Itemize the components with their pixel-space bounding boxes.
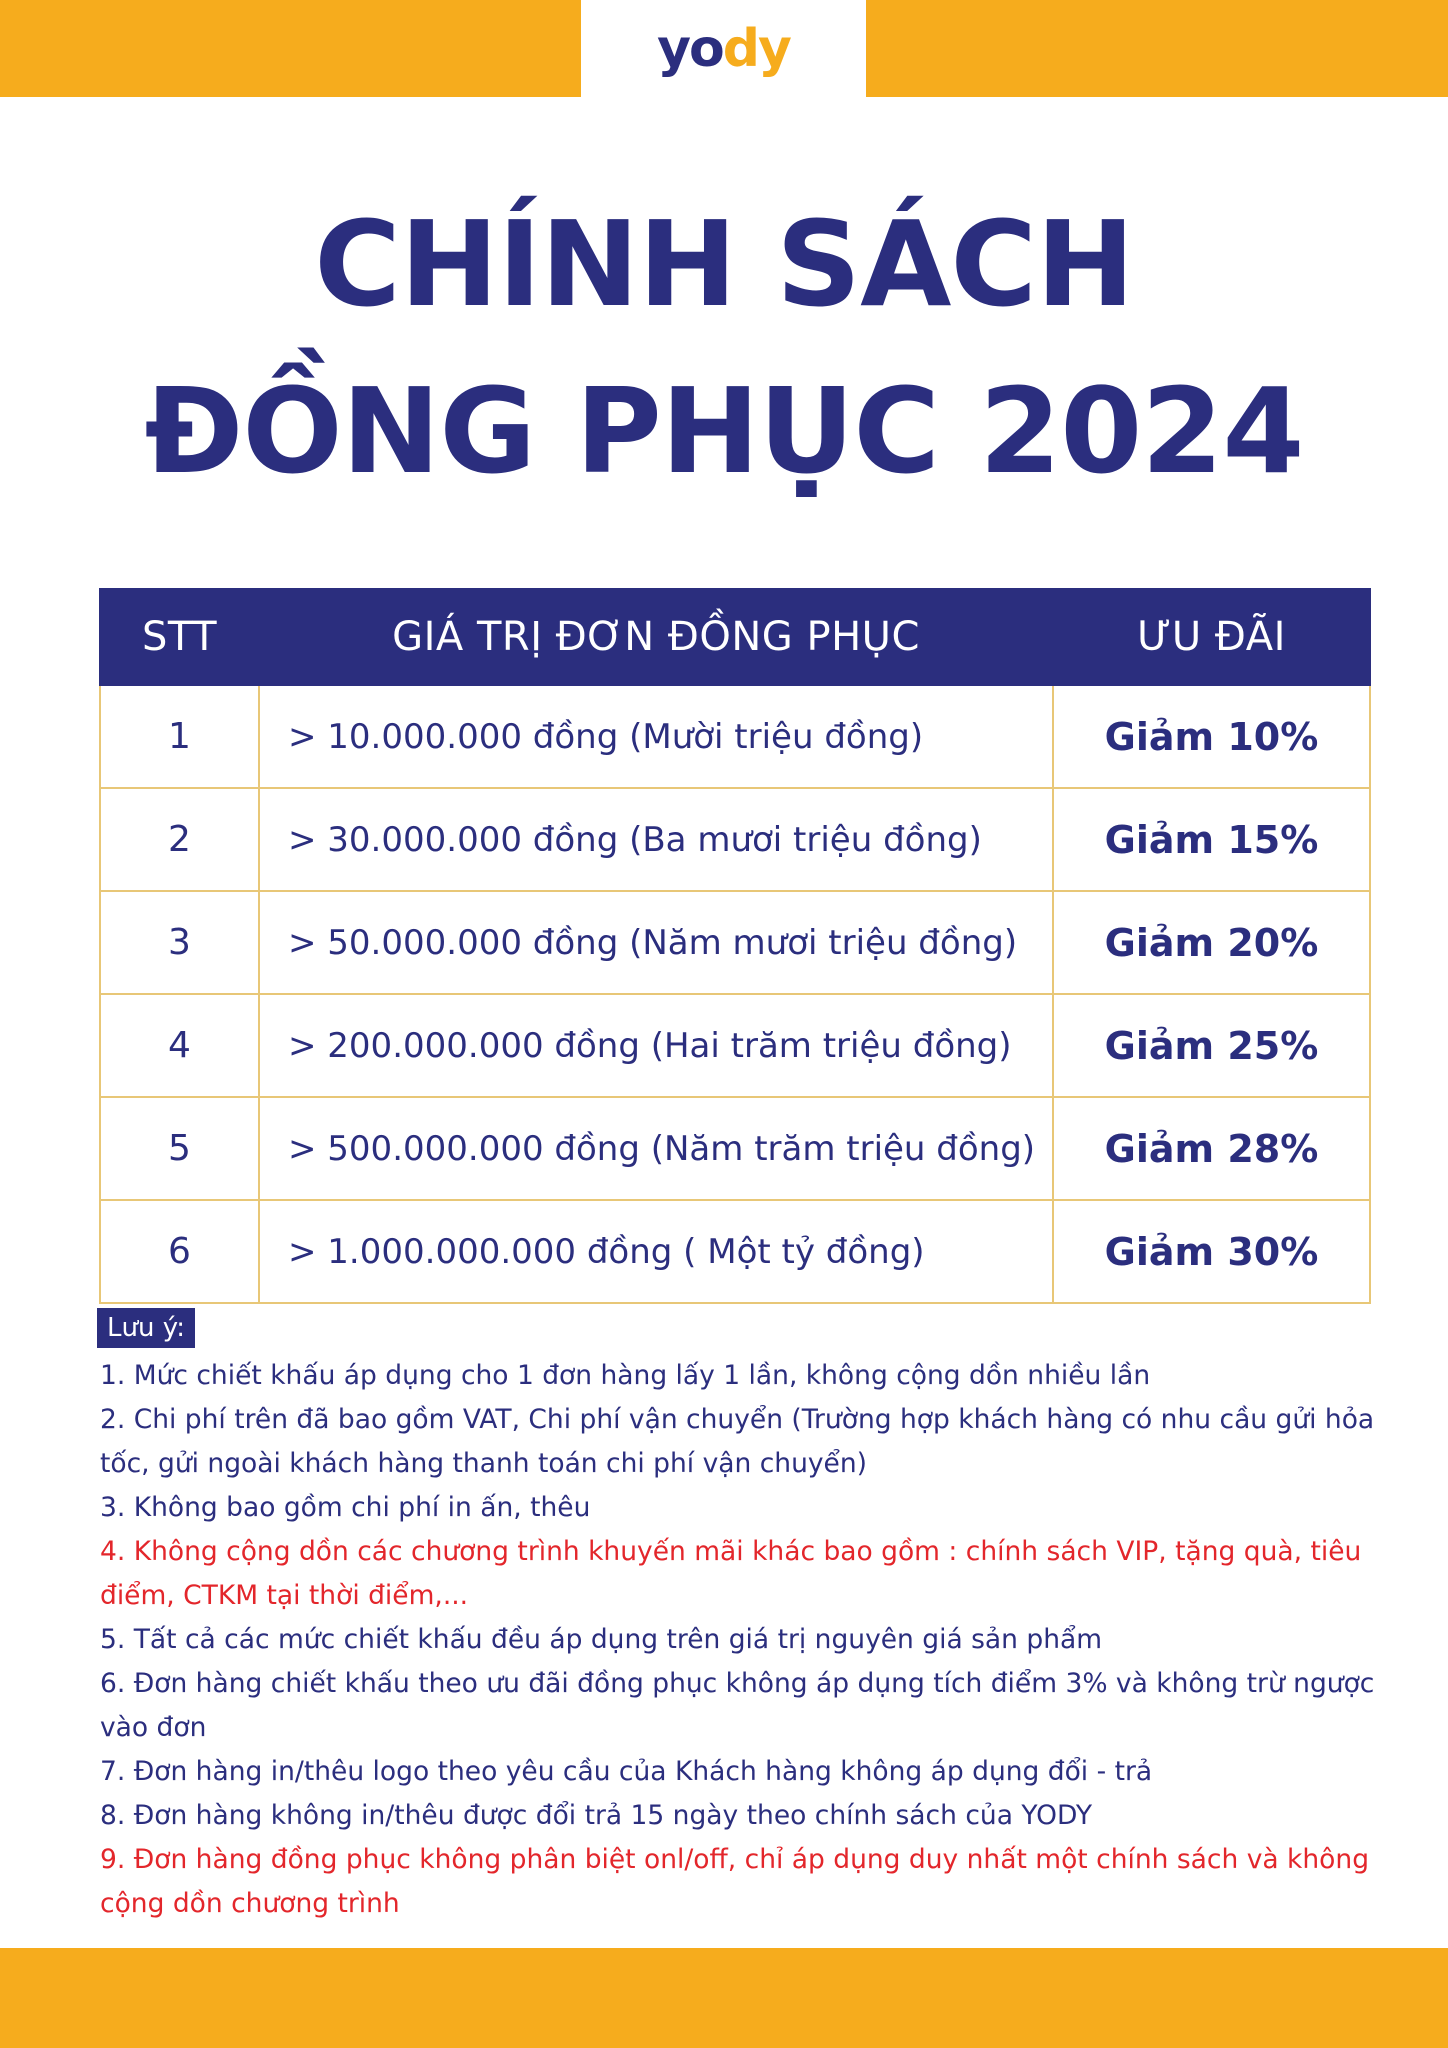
row-discount: Giảm 10% bbox=[1053, 685, 1370, 788]
top-banner-left bbox=[0, 0, 581, 97]
table-row bbox=[100, 788, 1370, 891]
note-item: 8. Đơn hàng không in/thêu được đổi trả 15 ngày theo chính sách của YODY bbox=[100, 1800, 1093, 1831]
row-order-value: > 30.000.000 đồng (Ba mươi triệu đồng) bbox=[259, 788, 1053, 891]
row-stt: 4 bbox=[100, 994, 259, 1097]
note-item: 5. Tất cả các mức chiết khấu đều áp dụng trên giá trị nguyên giá sản phẩm bbox=[100, 1624, 1103, 1655]
logo-part-2: dy bbox=[722, 18, 790, 79]
table-row bbox=[100, 685, 1370, 788]
note-item: 2. Chi phí trên đã bao gồm VAT, Chi phí vận chuyển (Trường hợp khách hàng có nhu cầu gửi hỏa tốc, gửi ngoài khách hàng thanh toán chi phí vận chuyển) bbox=[100, 1404, 1375, 1479]
yody-logo bbox=[581, 0, 866, 97]
header-stt: STT bbox=[100, 589, 259, 685]
row-discount: Giảm 25% bbox=[1053, 994, 1370, 1097]
header-discount: ƯU ĐÃI bbox=[1053, 589, 1370, 685]
table-row bbox=[100, 994, 1370, 1097]
note-item: 6. Đơn hàng chiết khấu theo ưu đãi đồng phục không áp dụng tích điểm 3% và không trừ ngược vào đơn bbox=[100, 1668, 1375, 1743]
bottom-banner bbox=[0, 1948, 1448, 2048]
logo-part-1: yo bbox=[657, 18, 723, 79]
row-order-value: > 200.000.000 đồng (Hai trăm triệu đồng) bbox=[259, 994, 1053, 1097]
row-stt: 1 bbox=[100, 685, 259, 788]
row-discount: Giảm 15% bbox=[1053, 788, 1370, 891]
discount-table bbox=[99, 588, 1371, 1304]
row-order-value: > 50.000.000 đồng (Năm mươi triệu đồng) bbox=[259, 891, 1053, 994]
header-order-value: GIÁ TRỊ ĐƠN ĐỒNG PHỤC bbox=[259, 589, 1053, 685]
note-item: 1. Mức chiết khấu áp dụng cho 1 đơn hàng lấy 1 lần, không cộng dồn nhiều lần bbox=[100, 1360, 1151, 1391]
top-banner-right bbox=[866, 0, 1448, 97]
row-stt: 2 bbox=[100, 788, 259, 891]
row-order-value: > 1.000.000.000 đồng ( Một tỷ đồng) bbox=[259, 1200, 1053, 1303]
row-order-value: > 500.000.000 đồng (Năm trăm triệu đồng) bbox=[259, 1097, 1053, 1200]
row-stt: 3 bbox=[100, 891, 259, 994]
row-stt: 6 bbox=[100, 1200, 259, 1303]
page-title-line-2: ĐỒNG PHỤC 2024 bbox=[144, 362, 1304, 500]
note-item: 7. Đơn hàng in/thêu logo theo yêu cầu của Khách hàng không áp dụng đổi - trả bbox=[100, 1756, 1153, 1787]
row-discount: Giảm 30% bbox=[1053, 1200, 1370, 1303]
table-row bbox=[100, 1200, 1370, 1303]
table-row bbox=[100, 1097, 1370, 1200]
row-discount: Giảm 20% bbox=[1053, 891, 1370, 994]
row-stt: 5 bbox=[100, 1097, 259, 1200]
row-discount: Giảm 28% bbox=[1053, 1097, 1370, 1200]
row-order-value: > 10.000.000 đồng (Mười triệu đồng) bbox=[259, 685, 1053, 788]
note-item-highlighted: 4. Không cộng dồn các chương trình khuyến mãi khác bao gồm : chính sách VIP, tặng quà, tiêu điểm, CTKM tại thời điểm,... bbox=[100, 1536, 1362, 1611]
notes-label: Lưu ý: bbox=[97, 1308, 195, 1348]
note-item-highlighted: 9. Đơn hàng đồng phục không phân biệt onl/off, chỉ áp dụng duy nhất một chính sách và không cộng dồn chương trình bbox=[100, 1844, 1370, 1919]
table-header-row bbox=[100, 589, 1370, 685]
page-title-line-1: CHÍNH SÁCH bbox=[314, 195, 1134, 333]
note-item: 3. Không bao gồm chi phí in ấn, thêu bbox=[100, 1492, 591, 1523]
notes-list bbox=[100, 1354, 1375, 1926]
table-row bbox=[100, 891, 1370, 994]
